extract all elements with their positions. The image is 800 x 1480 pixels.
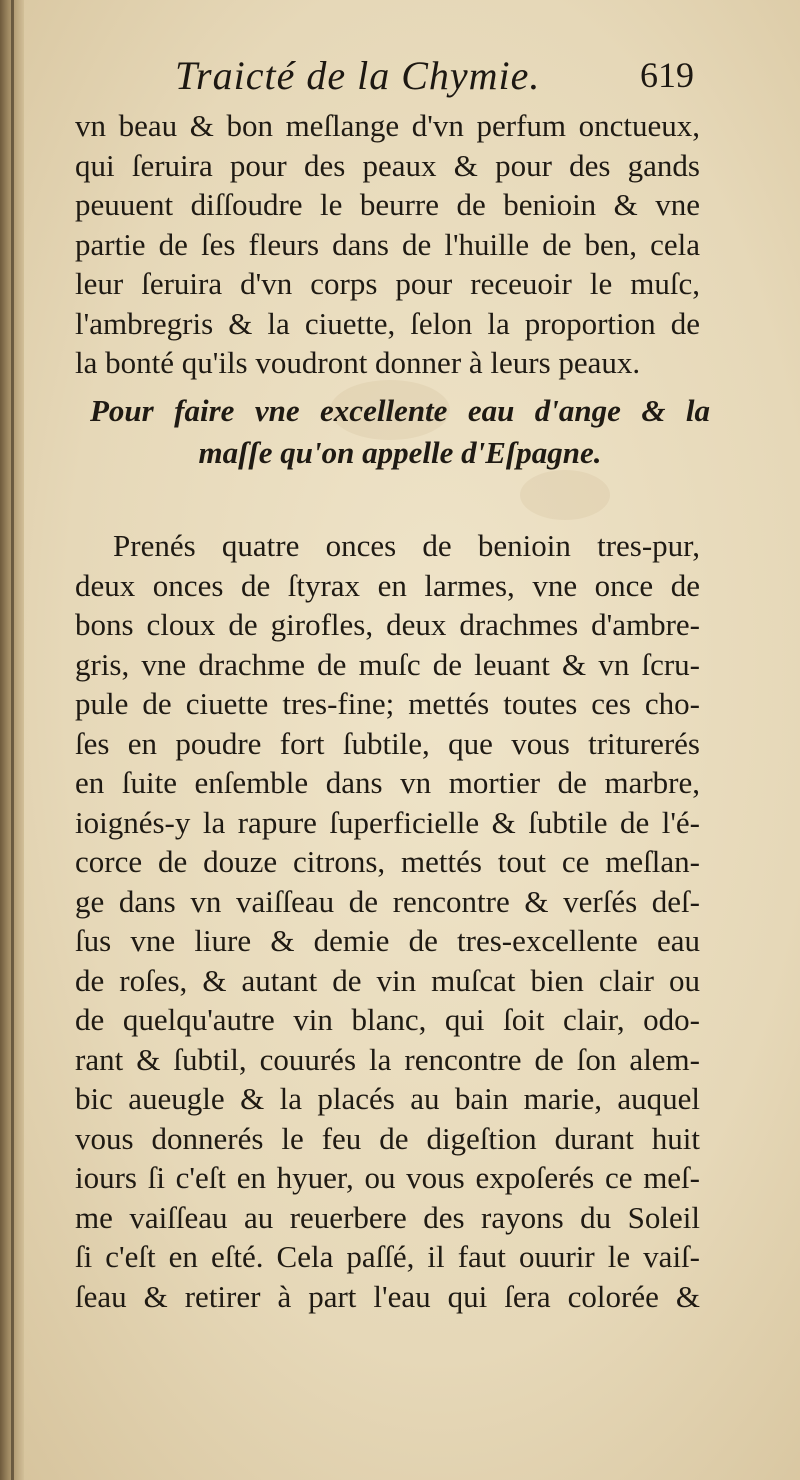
- text-line: deux onces de ſtyrax en larmes, vne once de: [75, 567, 700, 603]
- text-line: bic aueugle & la placés au bain marie, auquel: [75, 1081, 700, 1116]
- binding-shadow-line: [11, 0, 14, 1480]
- paper-stain: [520, 470, 610, 520]
- text-line: peuuent diſſoudre le beurre de benioin & vne: [75, 187, 700, 222]
- text-line: ſus vne liure & demie de tres-excellente eau: [75, 923, 700, 958]
- text-line: iours ſi c'eſt en hyuer, ou vous expoſerés ce meſ-: [75, 1160, 700, 1195]
- text-line: bons cloux de girofles, deux drachmes d'ambre-: [75, 607, 700, 642]
- running-title: Traicté de la Chymie.: [175, 53, 541, 98]
- text-line: en ſuite enſemble dans vn mortier de marbre,: [75, 765, 700, 800]
- page-number: 619: [640, 55, 694, 95]
- text-line: rant & ſubtil, couurés la rencontre de ſon alem-: [75, 1041, 700, 1077]
- section-heading-line: maſſe qu'on appelle d'Eſpagne.: [198, 435, 602, 470]
- text-line: ioignés-y la rapure ſuperficielle & ſubtile de l'é-: [75, 804, 700, 840]
- text-line: ſeau & retirer à part l'eau qui ſera colorée &: [75, 1278, 700, 1314]
- text-line: ge dans vn vaiſſeau de rencontre & verſés deſ-: [75, 883, 700, 919]
- text-line: me vaiſſeau au reuerbere des rayons du Soleil: [75, 1199, 700, 1235]
- recipe-paragraph: [75, 526, 700, 1316]
- text-line: de roſes, & autant de vin muſcat bien clair ou: [75, 962, 700, 998]
- text-line: vous donnerés le feu de digeſtion durant huit: [75, 1120, 700, 1156]
- text-line: vn beau & bon meſlange d'vn perfum onctueux,: [75, 108, 700, 143]
- text-line: qui ſeruira pour des peaux & pour des gands: [75, 147, 700, 183]
- text-line: gris, vne drachme de muſc de leuant & vn ſcru-: [75, 646, 700, 682]
- text-line: de quelqu'autre vin blanc, qui ſoit clair, odo-: [75, 1002, 700, 1037]
- section-heading-line: Pour faire vne excellente eau d'ange & la: [90, 393, 710, 428]
- text-line: l'ambregris & la ciuette, ſelon la proportion de: [75, 305, 700, 341]
- text-line: ſes en poudre fort ſubtile, que vous triturerés: [75, 725, 700, 761]
- text-line: pule de ciuette tres-fine; mettés toutes ces cho-: [75, 686, 700, 721]
- text-line: leur ſeruira d'vn corps pour receuoir le muſc,: [75, 266, 700, 301]
- text-line: ſi c'eſt en eſté. Cela paſſé, il faut ouurir le vaiſ-: [75, 1239, 700, 1274]
- text-line: la bonté qu'ils voudront donner à leurs peaux.: [75, 345, 641, 380]
- book-binding-edge: [0, 0, 24, 1480]
- page-header: [0, 52, 800, 102]
- top-paragraph: [75, 106, 700, 383]
- text-line: partie de ſes fleurs dans de l'huille de ben, cela: [75, 226, 700, 262]
- text-line: Prenés quatre onces de benioin tres-pur,: [113, 528, 700, 563]
- section-heading: [90, 390, 710, 474]
- text-line: corce de douze citrons, mettés tout ce meſlan-: [75, 844, 700, 879]
